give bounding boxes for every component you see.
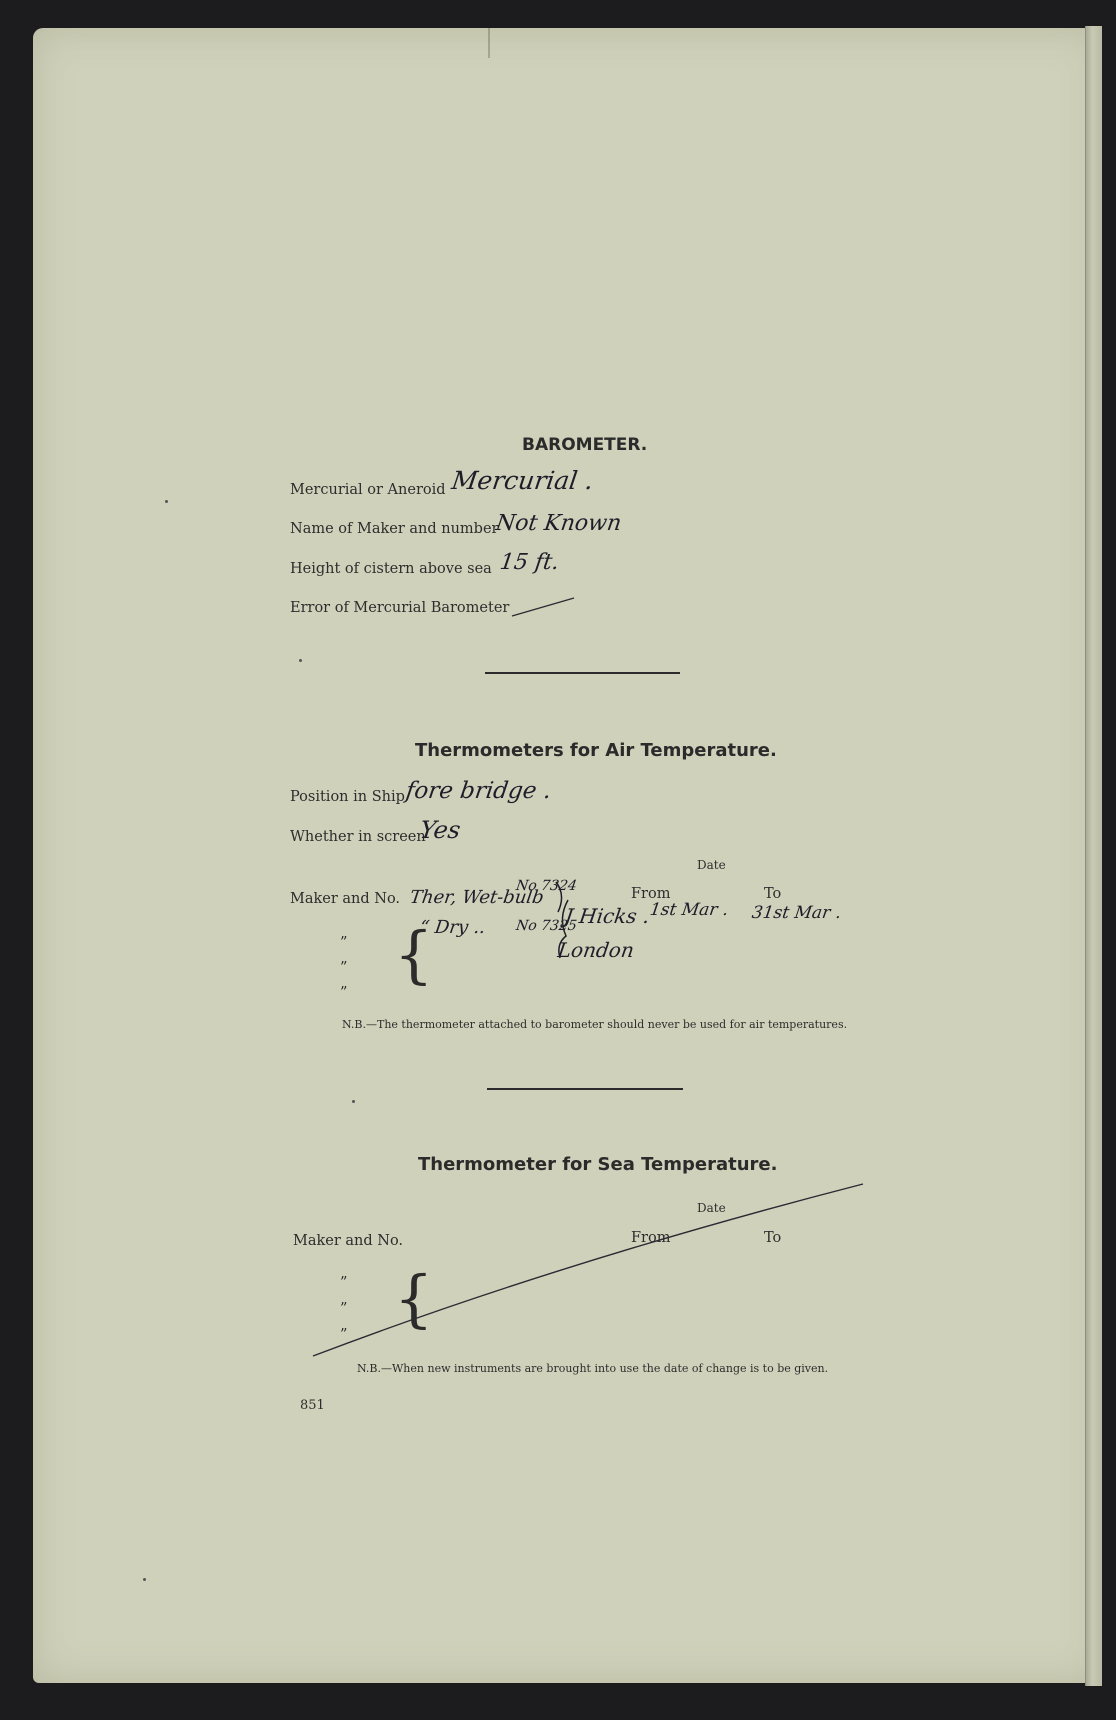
paper-speck [143, 1578, 146, 1581]
air-ditto-1: ” [340, 935, 348, 951]
air-ditto-3: ” [340, 985, 348, 1001]
air-maker-name-1: J Hicks . [563, 904, 652, 928]
barometer-error-dash [512, 598, 574, 616]
page-number: 851 [300, 1398, 325, 1413]
air-row2-instrument: “ Dry .. [418, 917, 487, 938]
barometer-maker-value: Not Known [494, 511, 623, 536]
air-thermometers-title: Thermometers for Air Temperature. [415, 740, 777, 761]
air-note: N.B.—The thermometer attached to barometer should never be used for air temperatures. [342, 1018, 848, 1031]
air-screen-value: Yes [418, 816, 463, 844]
sea-ditto-2: ” [340, 1301, 348, 1317]
air-from-value: 1st Mar . [648, 900, 730, 920]
air-to-label: To [764, 886, 782, 902]
sea-ditto-3: ” [340, 1327, 348, 1343]
sea-date-header: Date [697, 1201, 726, 1215]
barometer-type-value: Mercurial . [449, 466, 596, 495]
air-from-label: From [631, 886, 671, 902]
sea-strike-through-line [313, 1184, 863, 1356]
air-maker-name-2: London [556, 938, 636, 962]
air-brace: { [394, 918, 434, 991]
barometer-maker-label: Name of Maker and number [290, 521, 499, 537]
barometer-height-label: Height of cistern above sea [290, 561, 492, 577]
air-ditto-2: ” [340, 960, 348, 976]
air-position-label: Position in Ship [290, 789, 405, 805]
paper-speck [352, 1100, 355, 1103]
air-position-value: fore bridge . [404, 778, 553, 804]
sea-ditto-1: ” [340, 1275, 348, 1291]
air-maker-label: Maker and No. [290, 891, 401, 907]
barometer-title: BAROMETER. [522, 435, 648, 455]
barometer-height-value: 15 ft. [498, 550, 561, 575]
air-to-value: 31st Mar . [750, 903, 843, 923]
barometer-type-label: Mercurial or Aneroid [290, 482, 446, 498]
sea-brace: { [394, 1262, 434, 1335]
air-bracket-left [559, 900, 568, 958]
paper-speck [299, 659, 302, 662]
air-bracket-right [556, 882, 562, 912]
sea-thermometer-title: Thermometer for Sea Temperature. [418, 1154, 778, 1175]
air-row1-instrument: Ther, Wet-bulb [408, 887, 546, 908]
air-screen-label: Whether in screen [290, 829, 426, 845]
air-date-header: Date [697, 858, 726, 872]
sea-maker-label: Maker and No. [293, 1233, 404, 1249]
air-row1-number: No 7324 [514, 878, 578, 894]
sea-to-label: To [764, 1230, 782, 1246]
air-row2-number: No 7325 [514, 918, 578, 934]
barometer-error-label: Error of Mercurial Barometer [290, 600, 510, 616]
paper-speck [165, 500, 168, 503]
sea-from-label: From [631, 1230, 671, 1246]
sea-note: N.B.—When new instruments are brought into use the date of change is to be given. [357, 1362, 829, 1375]
